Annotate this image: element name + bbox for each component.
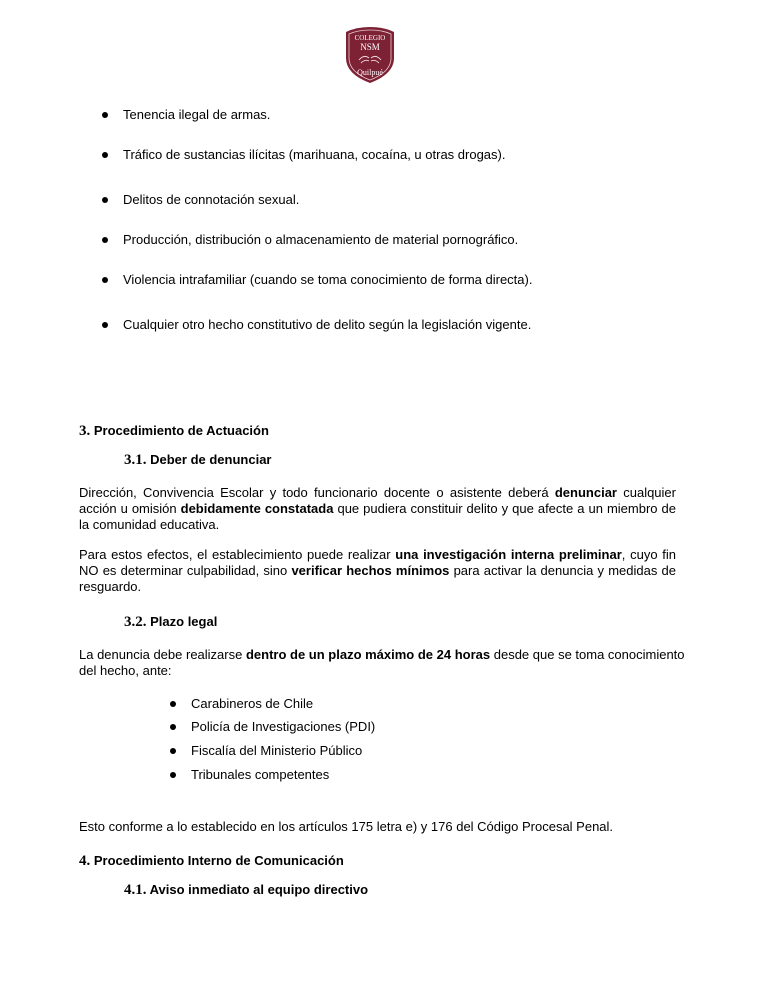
list-item: Violencia intrafamiliar (cuando se toma conocimiento de forma directa). <box>123 272 533 287</box>
section-number: 4. <box>79 853 91 869</box>
bullet-dot <box>170 748 176 754</box>
bullet-dot <box>102 112 108 118</box>
list-item: Tribunales competentes <box>191 767 330 782</box>
paragraph-internal-investigation <box>79 547 676 595</box>
list-item: Tráfico de sustancias ilícitas (marihuana, cocaína, u otras drogas). <box>123 147 506 162</box>
bold-text: una investigación interna preliminar <box>395 547 622 562</box>
bullet-dot <box>102 152 108 158</box>
list-item: Cualquier otro hecho constitutivo de delito según la legislación vigente. <box>123 317 532 332</box>
paragraph-duty-to-report <box>79 485 676 533</box>
section-number: 3. <box>79 423 91 439</box>
list-item: Policía de Investigaciones (PDI) <box>191 719 376 734</box>
bold-text: debidamente constatada <box>180 501 334 516</box>
bold-text: verificar hechos mínimos <box>291 563 450 578</box>
text-run: para activar la denuncia y medidas de resguardo. <box>79 563 676 594</box>
text-run: , cuyo fin NO es determinar culpabilidad, sino <box>79 547 676 578</box>
section-title: Procedimiento Interno de Comunicación <box>93 853 344 868</box>
paragraph-legal-deadline <box>79 647 689 679</box>
text-run: cualquier acción u omisión <box>79 485 676 516</box>
subsection-title: Plazo legal <box>150 614 218 629</box>
text-run: Dirección, Convivencia Escolar y todo funcionario docente o asistente deberá <box>79 485 555 500</box>
section-4-heading <box>79 853 344 870</box>
logo-text-line3: Quilpué <box>357 68 383 77</box>
text-run: Para estos efectos, el establecimiento puede realizar <box>79 547 396 562</box>
subsection-title: Deber de denunciar <box>150 452 272 467</box>
section-3-heading <box>79 423 269 440</box>
bold-text: dentro de un plazo máximo de 24 horas <box>245 647 491 662</box>
bullet-dot <box>102 197 108 203</box>
subsection-3-2-heading <box>124 614 217 631</box>
bullet-dot <box>102 277 108 283</box>
subsection-number: 3.2. <box>124 614 147 630</box>
subsection-number: 3.1. <box>124 452 147 468</box>
bullet-dot <box>170 724 176 730</box>
subsection-number: 4.1. <box>124 882 147 898</box>
subsection-title: Aviso inmediato al equipo directivo <box>149 882 369 897</box>
subsection-3-1-heading <box>124 452 272 469</box>
paragraph-legal-reference: Esto conforme a lo establecido en los artículos 175 letra e) y 176 del Código Procesal Penal. <box>79 819 614 834</box>
logo-text-line2: NSM <box>360 42 380 52</box>
bold-text: denunciar <box>554 485 617 500</box>
text-run: desde que se toma conocimiento del hecho, ante: <box>79 647 685 678</box>
school-logo <box>342 26 398 84</box>
list-item: Fiscalía del Ministerio Público <box>191 743 363 758</box>
text-run: que pudiera constituir delito y que afecte a un miembro de la comunidad educativa. <box>79 501 676 532</box>
logo-text-line1: COLEGIO <box>354 34 386 42</box>
list-item: Carabineros de Chile <box>191 696 314 711</box>
bullet-dot <box>102 322 108 328</box>
subsection-4-1-heading <box>124 882 368 899</box>
bullet-dot <box>102 237 108 243</box>
section-title: Procedimiento de Actuación <box>93 423 269 438</box>
text-run: La denuncia debe realizarse <box>79 647 246 662</box>
bullet-dot <box>170 772 176 778</box>
list-item: Producción, distribución o almacenamiento de material pornográfico. <box>123 232 519 247</box>
bullet-dot <box>170 701 176 707</box>
list-item: Tenencia ilegal de armas. <box>123 107 271 122</box>
list-item: Delitos de connotación sexual. <box>123 192 300 207</box>
